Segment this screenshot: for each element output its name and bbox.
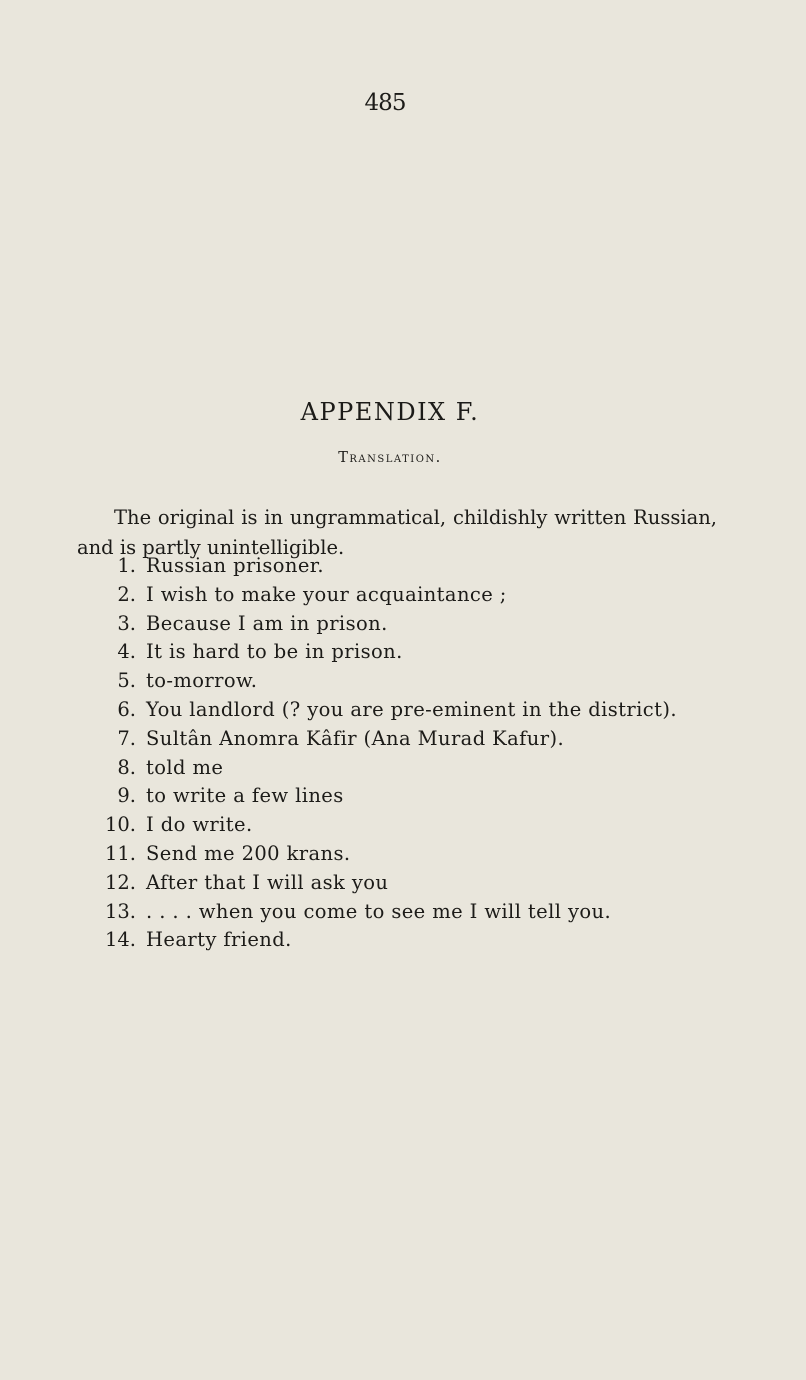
item-text: to write a few lines (146, 784, 344, 808)
list-item (90, 754, 730, 783)
item-number: 8. (117, 755, 136, 779)
list-item (90, 811, 730, 840)
list-item (90, 696, 730, 725)
item-text: Russian prisoner. (146, 554, 324, 577)
list-item (90, 869, 730, 898)
item-text: Sultân Anomra Kâfir (Ana Murad Kafur). (146, 726, 565, 750)
list-item (90, 898, 730, 927)
item-number: 1. (117, 554, 136, 577)
list-item (90, 667, 730, 696)
list-item (90, 581, 730, 610)
page-number: 485 (364, 90, 406, 116)
item-text: You landlord (? you are pre-eminent in the district). (146, 697, 677, 721)
item-number: 12. (104, 870, 136, 894)
item-number: 4. (117, 640, 136, 664)
translation-subheading: Translation. (338, 450, 442, 466)
intro-paragraph: The original is in ungrammatical, childishly written Russian, and is partly unintelligible. (77, 505, 717, 559)
item-text: After that I will ask you (146, 870, 389, 894)
item-number: 10. (104, 813, 136, 837)
list-item (90, 782, 730, 811)
list-item (90, 926, 730, 955)
item-text: Send me 200 krans. (146, 841, 351, 865)
item-text: . . . . when you come to see me I will tell you. (146, 899, 612, 923)
list-item (90, 725, 730, 754)
item-number: 13. (104, 899, 136, 923)
item-number: 5. (117, 669, 136, 693)
list-item (90, 610, 730, 639)
item-text: Because I am in prison. (146, 611, 388, 635)
list-item (90, 638, 730, 667)
appendix-heading: APPENDIX F. (300, 398, 480, 426)
item-text: told me (146, 755, 224, 779)
item-text: I wish to make your acquaintance ; (146, 582, 507, 606)
translation-list (90, 552, 730, 955)
list-item (90, 552, 730, 581)
item-number: 11. (104, 841, 136, 865)
item-number: 7. (117, 726, 136, 750)
item-text: to-morrow. (146, 669, 258, 693)
item-text: I do write. (146, 813, 253, 837)
item-text: It is hard to be in prison. (146, 640, 403, 664)
item-number: 3. (117, 611, 136, 635)
list-item (90, 840, 730, 869)
item-text: Hearty friend. (146, 928, 292, 952)
item-number: 2. (117, 582, 136, 606)
item-number: 9. (117, 784, 136, 808)
item-number: 14. (104, 928, 136, 952)
item-number: 6. (117, 697, 136, 721)
